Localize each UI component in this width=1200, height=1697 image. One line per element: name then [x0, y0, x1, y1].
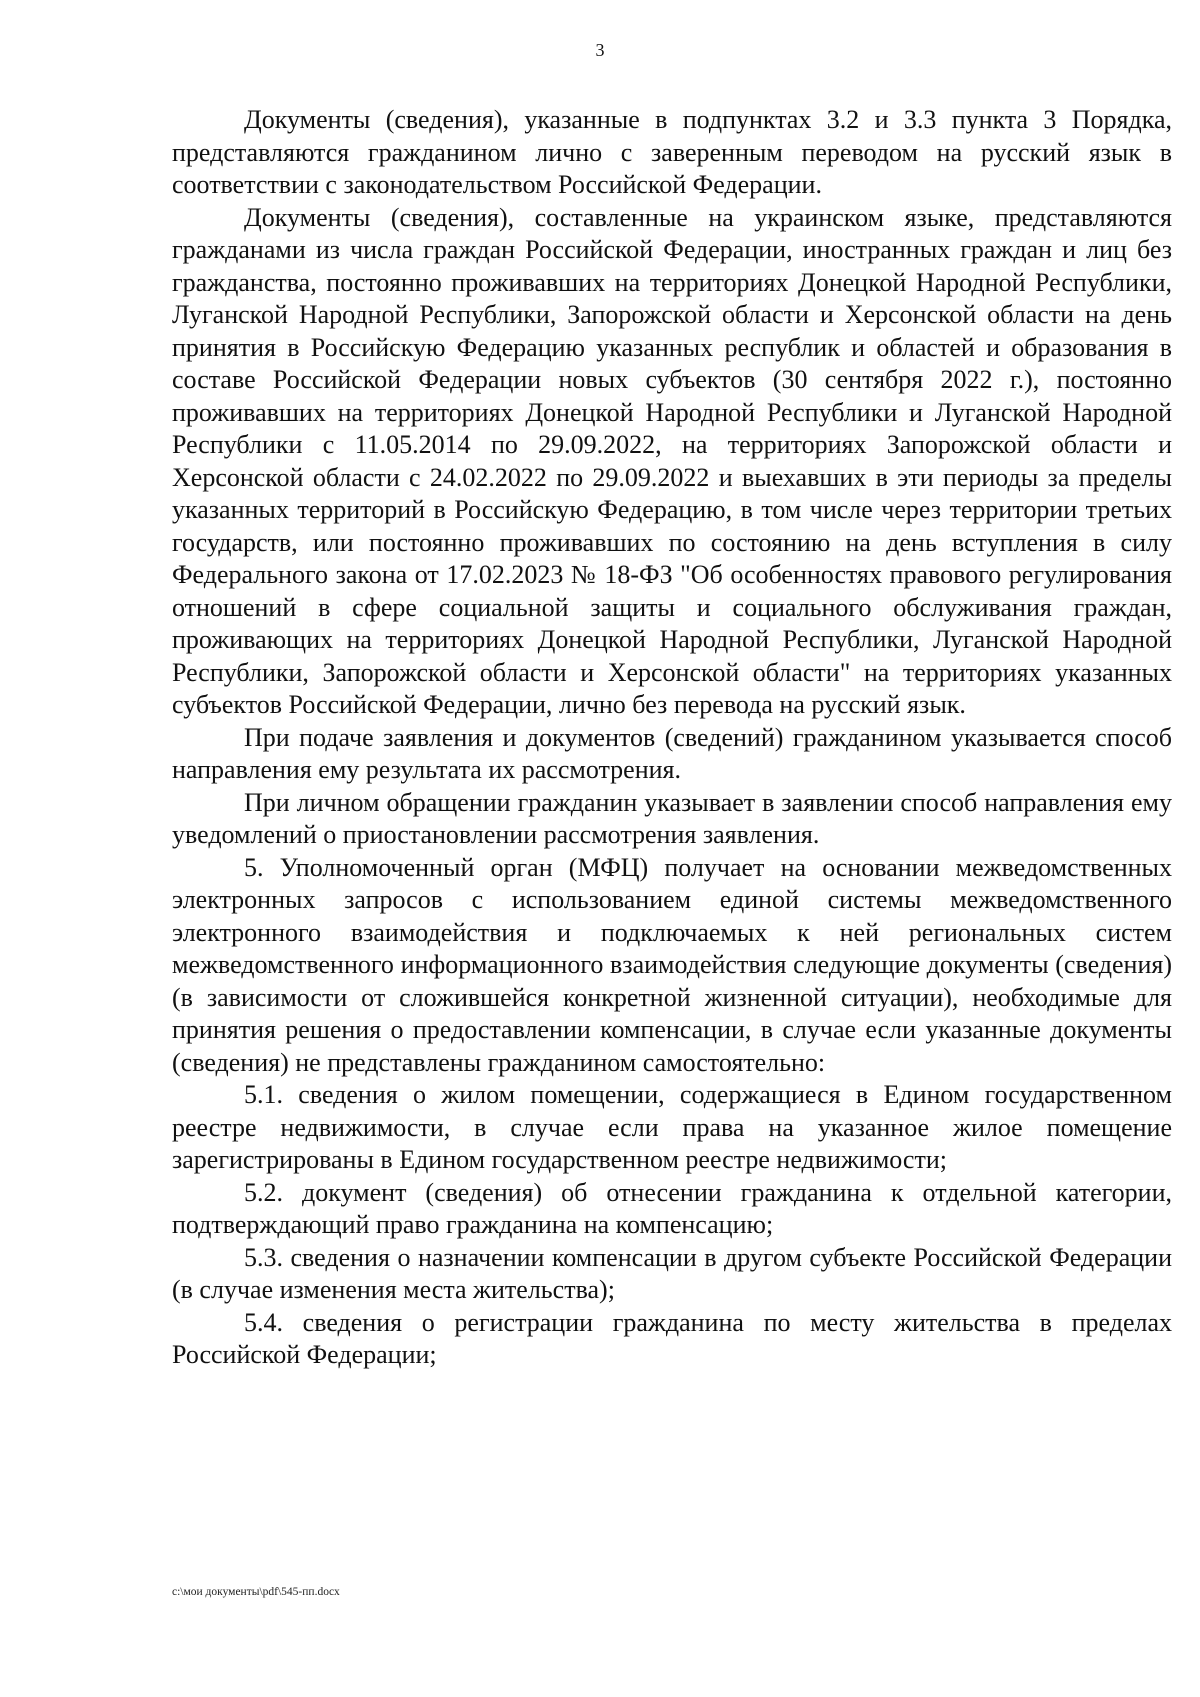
footer-file-path: c:\мои документы\pdf\545-пп.docx: [172, 1586, 340, 1598]
paragraph-item-5-4: 5.4. сведения о регистрации гражданина по месту жительства в пределах Российской Федерации;: [172, 1307, 1172, 1369]
page-number: 3: [595, 40, 605, 60]
paragraph-ukrainian-documents: Документы (сведения), составленные на украинском языке, представляются гражданами из числа граждан Российской Федерации, иностранных граждан и лиц без гражданства, постоянно проживавших на территориях Донецкой Народной Республики, Луганской Народной Республики, Запорожской области и Херсонской области на день принятия в Российскую Федерацию указанных республик и областей и образования в составе Российской Федерации новых субъектов (30 сентября 2022 г.), постоянно проживавших на территориях Донецкой Народной Республики и Луганской Народной Республики с 11.05.2014 по 29.09.2022, на территориях Запорожской области и Херсонской области с 24.02.2022 по 29.09.2022 и выехавших в эти периоды за пределы указанных территорий в Российскую Федерацию, в том числе через территории третьих государств, или постоянно проживавших по состоянию на день вступления в силу Федерального закона от 17.02.2023 № 18-ФЗ "Об особенностях правового регулирования отношений в сфере социальной защиты и социального обслуживания граждан, проживающих на территориях Донецкой Народной Республики, Луганской Народной Республики, Запорожской области и Херсонской области" на территориях указанных субъектов Российской Федерации, лично без перевода на русский язык.: [172, 202, 1172, 719]
paragraph-item-5-3: 5.3. сведения о назначении компенсации в другом субъекте Российской Федерации (в случае изменения места жительства);: [172, 1242, 1172, 1304]
paragraph-item-5: 5. Уполномоченный орган (МФЦ) получает на основании межведомственных электронных запросов с использованием единой системы межведомственного электронного взаимодействия и подключаемых к ней региональных систем межведомственного информационного взаимодействия следующие документы (сведения) (в зависимости от сложившейся конкретной жизненной ситуации), необходимые для принятия решения о предоставлении компенсации, в случае если указанные документы (сведения) не представлены гражданином самостоятельно:: [172, 852, 1172, 1077]
paragraph-result-delivery-method: При подаче заявления и документов (сведений) гражданином указывается способ направления ему результата их рассмотрения.: [172, 722, 1172, 784]
paragraph-documents-translation: Документы (сведения), указанные в подпунктах 3.2 и 3.3 пункта 3 Порядка, представляются гражданином лично с заверенным переводом на русский язык в соответствии с законодательством Российской Федерации.: [172, 105, 1172, 199]
paragraph-suspension-notice-method: При личном обращении гражданин указывает в заявлении способ направления ему уведомлений о приостановлении рассмотрения заявления.: [172, 787, 1172, 849]
document-body: [172, 104, 1172, 1372]
paragraph-item-5-2: 5.2. документ (сведения) об отнесении гражданина к отдельной категории, подтверждающий право гражданина на компенсацию;: [172, 1177, 1172, 1239]
paragraph-item-5-1: 5.1. сведения о жилом помещении, содержащиеся в Едином государственном реестре недвижимости, в случае если права на указанное жилое помещение зарегистрированы в Едином государственном реестре недвижимости;: [172, 1080, 1172, 1174]
